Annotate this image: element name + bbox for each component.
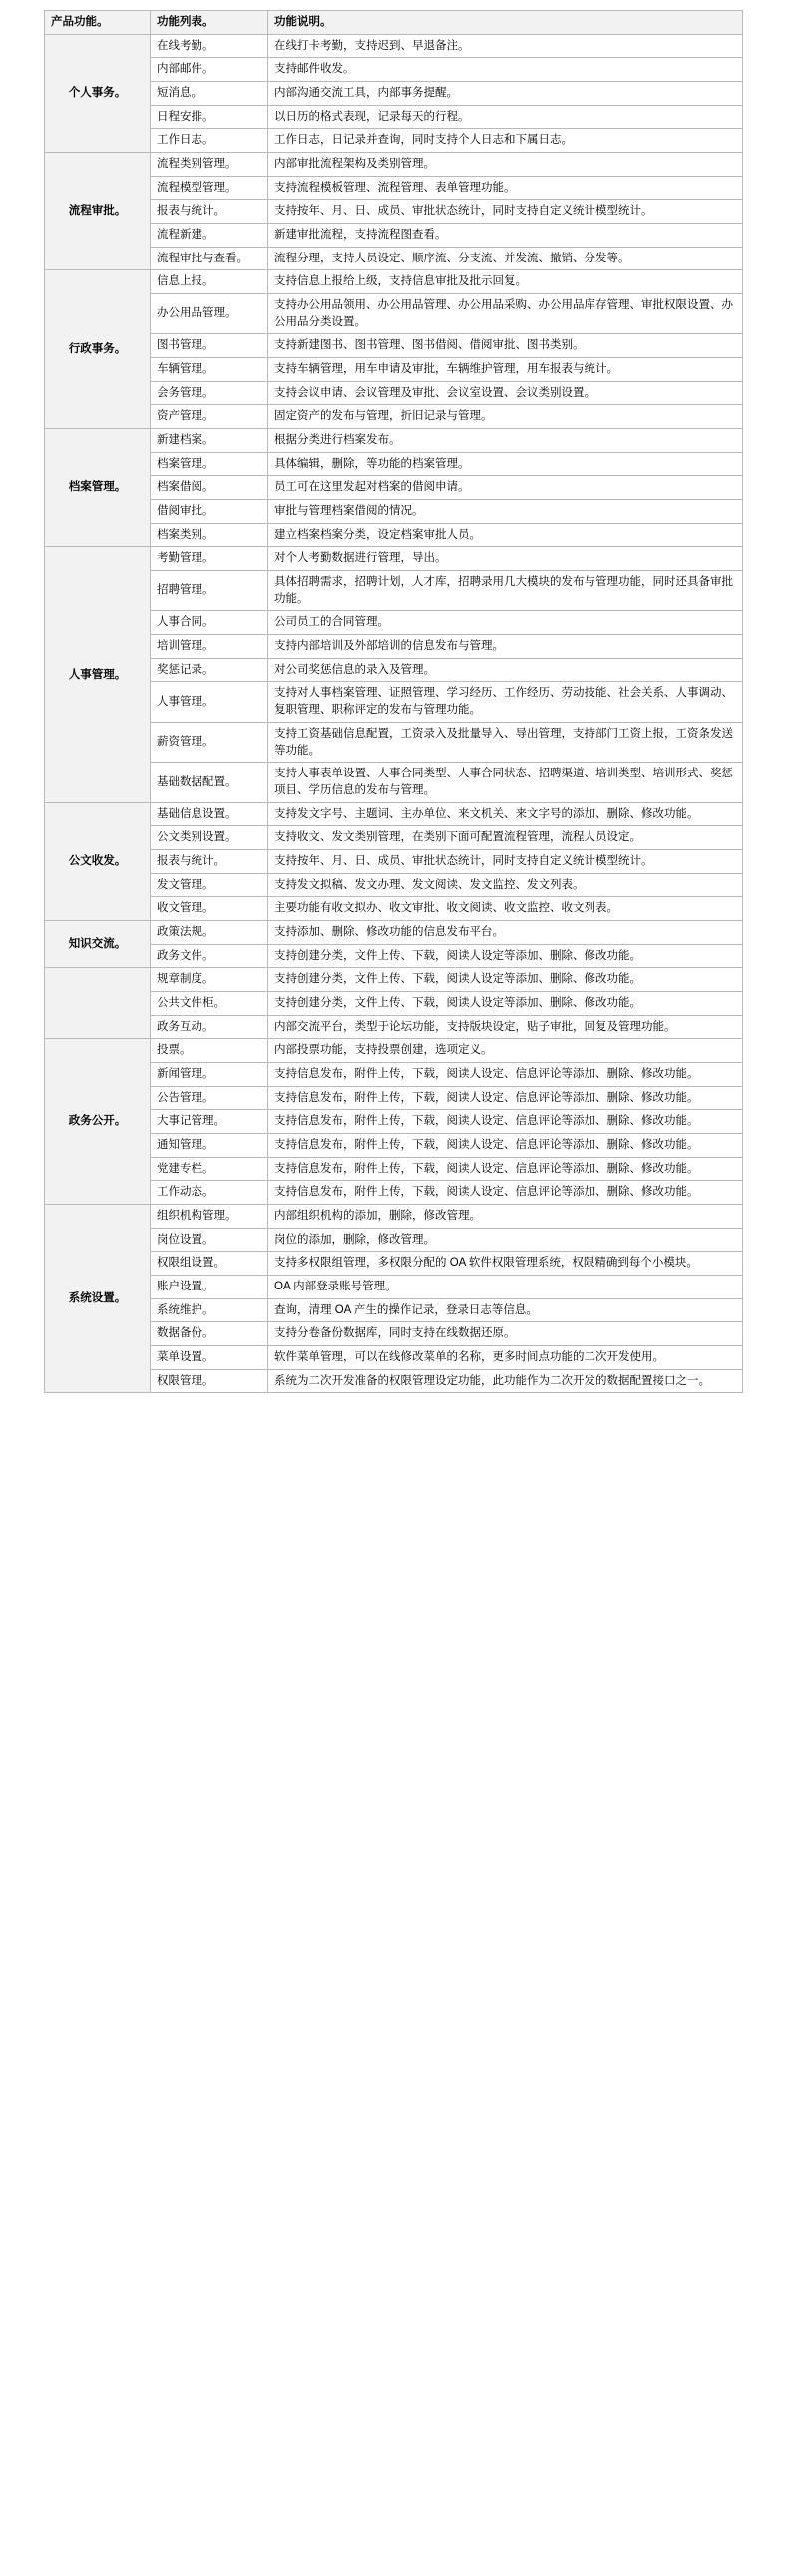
table-body	[45, 34, 743, 1393]
feature-description-cell: 新建审批流程，支持流程图查看。	[268, 224, 743, 248]
feature-description-cell: 支持内部培训及外部培训的信息发布与管理。	[268, 635, 743, 659]
feature-name-cell: 流程模型管理。	[151, 176, 268, 200]
feature-name-cell: 党建专栏。	[151, 1157, 268, 1181]
feature-name-cell: 公文类别设置。	[151, 826, 268, 850]
feature-name-cell: 公告管理。	[151, 1086, 268, 1110]
feature-name-cell: 通知管理。	[151, 1133, 268, 1157]
feature-description-cell: 根据分类进行档案发布。	[268, 429, 743, 453]
feature-description-cell: 内部审批流程架构及类别管理。	[268, 153, 743, 177]
feature-name-cell: 资产管理。	[151, 405, 268, 429]
feature-name-cell: 人事管理。	[151, 682, 268, 722]
feature-description-cell: 支持发文拟稿、发文办理、发文阅读、发文监控、发文列表。	[268, 873, 743, 897]
table-row	[45, 547, 743, 571]
feature-description-cell: 内部沟通交流工具，内部事务提醒。	[268, 82, 743, 106]
feature-name-cell: 报表与统计。	[151, 849, 268, 873]
feature-name-cell: 政务互动。	[151, 1015, 268, 1039]
feature-description-cell: 以日历的格式表现，记录每天的行程。	[268, 105, 743, 129]
feature-description-cell: 支持收文、发文类别管理，在类别下面可配置流程管理，流程人员设定。	[268, 826, 743, 850]
feature-description-cell: 具体编辑，删除，等功能的档案管理。	[268, 452, 743, 476]
feature-description-cell: 支持发文字号、主题词、主办单位、来文机关、来文字号的添加、删除、修改功能。	[268, 802, 743, 826]
feature-description-cell: 支持按年、月、日、成员、审批状态统计，同时支持自定义统计模型统计。	[268, 200, 743, 224]
feature-description-cell: 支持邮件收发。	[268, 58, 743, 82]
feature-name-cell: 图书管理。	[151, 334, 268, 358]
feature-name-cell: 公共文件柜。	[151, 991, 268, 1015]
feature-name-cell: 大事记管理。	[151, 1110, 268, 1134]
feature-name-cell: 工作日志。	[151, 129, 268, 153]
feature-name-cell: 招聘管理。	[151, 571, 268, 611]
feature-name-cell: 借阅审批。	[151, 500, 268, 524]
feature-name-cell: 新闻管理。	[151, 1062, 268, 1086]
feature-name-cell: 档案类别。	[151, 523, 268, 547]
feature-name-cell: 流程类别管理。	[151, 153, 268, 177]
group-label-cell: 公文收发。	[45, 802, 151, 920]
feature-name-cell: 岗位设置。	[151, 1228, 268, 1252]
feature-name-cell: 薪资管理。	[151, 722, 268, 762]
group-label-cell: 流程审批。	[45, 153, 151, 270]
feature-description-cell: 支持多权限组管理，多权限分配的 OA 软件权限管理系统，权限精确到每个小模块。	[268, 1252, 743, 1276]
feature-name-cell: 报表与统计。	[151, 200, 268, 224]
feature-name-cell: 发文管理。	[151, 873, 268, 897]
feature-name-cell: 办公用品管理。	[151, 294, 268, 334]
feature-description-cell: 支持添加、删除、修改功能的信息发布平台。	[268, 920, 743, 944]
group-label-cell: 人事管理。	[45, 547, 151, 802]
feature-name-cell: 数据备份。	[151, 1322, 268, 1346]
group-label-cell: 个人事务。	[45, 34, 151, 152]
feature-description-cell: 支持信息发布，附件上传，下载，阅读人设定、信息评论等添加、删除、修改功能。	[268, 1062, 743, 1086]
feature-description-cell: 员工可在这里发起对档案的借阅申请。	[268, 476, 743, 500]
column-header-function-list: 功能列表。	[151, 11, 268, 35]
column-header-product-function: 产品功能。	[45, 11, 151, 35]
group-label-cell: 系统设置。	[45, 1204, 151, 1392]
feature-description-cell: 支持对人事档案管理、证照管理、学习经历、工作经历、劳动技能、社会关系、人事调动、复职管理、职称评定的发布与管理功能。	[268, 682, 743, 722]
feature-name-cell: 组织机构管理。	[151, 1204, 268, 1228]
feature-description-cell: 支持创建分类，文件上传、下载，阅读人设定等添加、删除、修改功能。	[268, 944, 743, 968]
feature-name-cell: 规章制度。	[151, 968, 268, 992]
feature-description-cell: 支持信息发布，附件上传，下载，阅读人设定、信息评论等添加、删除、修改功能。	[268, 1133, 743, 1157]
feature-description-cell: 支持按年、月、日、成员、审批状态统计，同时支持自定义统计模型统计。	[268, 849, 743, 873]
feature-description-cell: 支持办公用品领用、办公用品管理、办公用品采购、办公用品库存管理、审批权限设置、办公用品分类设置。	[268, 294, 743, 334]
feature-description-cell: 在线打卡考勤，支持迟到、早退备注。	[268, 34, 743, 58]
feature-name-cell: 政务文件。	[151, 944, 268, 968]
feature-name-cell: 会务管理。	[151, 381, 268, 405]
feature-description-cell: 支持新建图书、图书管理、图书借阅、借阅审批、图书类别。	[268, 334, 743, 358]
feature-name-cell: 新建档案。	[151, 429, 268, 453]
feature-description-cell: 内部组织机构的添加，删除，修改管理。	[268, 1204, 743, 1228]
feature-description-cell: 支持人事表单设置、人事合同类型、人事合同状态、招聘渠道、培训类型、培训形式、奖惩项目、学历信息的发布与管理。	[268, 763, 743, 802]
feature-name-cell: 在线考勤。	[151, 34, 268, 58]
feature-description-cell: 内部投票功能，支持投票创建，选项定义。	[268, 1039, 743, 1063]
feature-name-cell: 投票。	[151, 1039, 268, 1063]
feature-name-cell: 内部邮件。	[151, 58, 268, 82]
feature-description-cell: 支持分卷备份数据库，同时支持在线数据还原。	[268, 1322, 743, 1346]
feature-name-cell: 基础数据配置。	[151, 763, 268, 802]
feature-name-cell: 账户设置。	[151, 1275, 268, 1298]
table-row	[45, 270, 743, 294]
feature-description-cell: 系统为二次开发准备的权限管理设定功能，此功能作为二次开发的数据配置接口之一。	[268, 1369, 743, 1393]
feature-name-cell: 流程新建。	[151, 224, 268, 248]
feature-name-cell: 车辆管理。	[151, 358, 268, 382]
feature-name-cell: 日程安排。	[151, 105, 268, 129]
feature-description-cell: 软件菜单管理，可以在线修改菜单的名称，更多时间点功能的二次开发使用。	[268, 1345, 743, 1369]
feature-description-cell: 支持信息上报给上级，支持信息审批及批示回复。	[268, 270, 743, 294]
group-label-cell: 档案管理。	[45, 429, 151, 547]
table-row	[45, 802, 743, 826]
feature-description-cell: 对公司奖惩信息的录入及管理。	[268, 658, 743, 682]
table-row	[45, 1204, 743, 1228]
feature-description-cell: 固定资产的发布与管理，折旧记录与管理。	[268, 405, 743, 429]
feature-description-cell: OA 内部登录账号管理。	[268, 1275, 743, 1298]
feature-name-cell: 培训管理。	[151, 635, 268, 659]
feature-description-cell: 支持信息发布，附件上传，下载，阅读人设定、信息评论等添加、删除、修改功能。	[268, 1157, 743, 1181]
group-label-cell	[45, 968, 151, 1039]
feature-name-cell: 系统维护。	[151, 1298, 268, 1322]
feature-name-cell: 奖惩记录。	[151, 658, 268, 682]
feature-description-cell: 支持信息发布，附件上传，下载，阅读人设定、信息评论等添加、删除、修改功能。	[268, 1110, 743, 1134]
table-row	[45, 34, 743, 58]
feature-name-cell: 政策法规。	[151, 920, 268, 944]
group-label-cell: 知识交流。	[45, 920, 151, 967]
feature-name-cell: 流程审批与查看。	[151, 247, 268, 270]
feature-description-cell: 公司员工的合同管理。	[268, 611, 743, 635]
feature-name-cell: 基础信息设置。	[151, 802, 268, 826]
feature-description-cell: 内部交流平台，类型于论坛功能，支持版块设定，贴子审批，回复及管理功能。	[268, 1015, 743, 1039]
table-row	[45, 153, 743, 177]
feature-name-cell: 收文管理。	[151, 897, 268, 921]
feature-name-cell: 人事合同。	[151, 611, 268, 635]
feature-name-cell: 菜单设置。	[151, 1345, 268, 1369]
feature-name-cell: 档案管理。	[151, 452, 268, 476]
table-row	[45, 429, 743, 453]
feature-name-cell: 信息上报。	[151, 270, 268, 294]
feature-description-cell: 查询，清理 OA 产生的操作记录，登录日志等信息。	[268, 1298, 743, 1322]
feature-name-cell: 权限管理。	[151, 1369, 268, 1393]
feature-name-cell: 权限组设置。	[151, 1252, 268, 1276]
feature-description-cell: 支持信息发布，附件上传，下载，阅读人设定、信息评论等添加、删除、修改功能。	[268, 1086, 743, 1110]
feature-description-cell: 支持创建分类，文件上传、下载，阅读人设定等添加、删除、修改功能。	[268, 991, 743, 1015]
feature-description-cell: 支持流程模板管理、流程管理、表单管理功能。	[268, 176, 743, 200]
feature-description-cell: 审批与管理档案借阅的情况。	[268, 500, 743, 524]
group-label-cell: 政务公开。	[45, 1039, 151, 1205]
feature-description-cell: 工作日志，日记录并查询，同时支持个人日志和下属日志。	[268, 129, 743, 153]
group-label-cell: 行政事务。	[45, 270, 151, 429]
feature-description-cell: 对个人考勤数据进行管理，导出。	[268, 547, 743, 571]
feature-name-cell: 工作动态。	[151, 1181, 268, 1205]
table-row	[45, 920, 743, 944]
feature-name-cell: 短消息。	[151, 82, 268, 106]
feature-description-cell: 支持创建分类，文件上传、下载，阅读人设定等添加、删除、修改功能。	[268, 968, 743, 992]
feature-name-cell: 考勤管理。	[151, 547, 268, 571]
feature-description-cell: 建立档案档案分类，设定档案审批人员。	[268, 523, 743, 547]
table-header-row	[45, 11, 743, 35]
feature-description-cell: 具体招聘需求，招聘计划，人才库，招聘录用几大模块的发布与管理功能，同时还具备审批功能。	[268, 571, 743, 611]
feature-description-cell: 岗位的添加，删除，修改管理。	[268, 1228, 743, 1252]
product-function-table	[44, 10, 743, 1393]
feature-description-cell: 支持工资基础信息配置，工资录入及批量导入、导出管理，支持部门工资上报，工资条发送等功能。	[268, 722, 743, 762]
table-header	[45, 11, 743, 35]
column-header-function-description: 功能说明。	[268, 11, 743, 35]
table-row	[45, 968, 743, 992]
feature-description-cell: 主要功能有收文拟办、收文审批、收文阅读、收文监控、收文列表。	[268, 897, 743, 921]
feature-name-cell: 档案借阅。	[151, 476, 268, 500]
feature-description-cell: 支持会议申请、会议管理及审批、会议室设置、会议类别设置。	[268, 381, 743, 405]
table-row	[45, 1039, 743, 1063]
feature-description-cell: 支持车辆管理，用车申请及审批，车辆维护管理，用车报表与统计。	[268, 358, 743, 382]
feature-description-cell: 支持信息发布，附件上传，下载，阅读人设定、信息评论等添加、删除、修改功能。	[268, 1181, 743, 1205]
feature-description-cell: 流程分理，支持人员设定、顺序流、分支流、并发流、撤销、分发等。	[268, 247, 743, 270]
